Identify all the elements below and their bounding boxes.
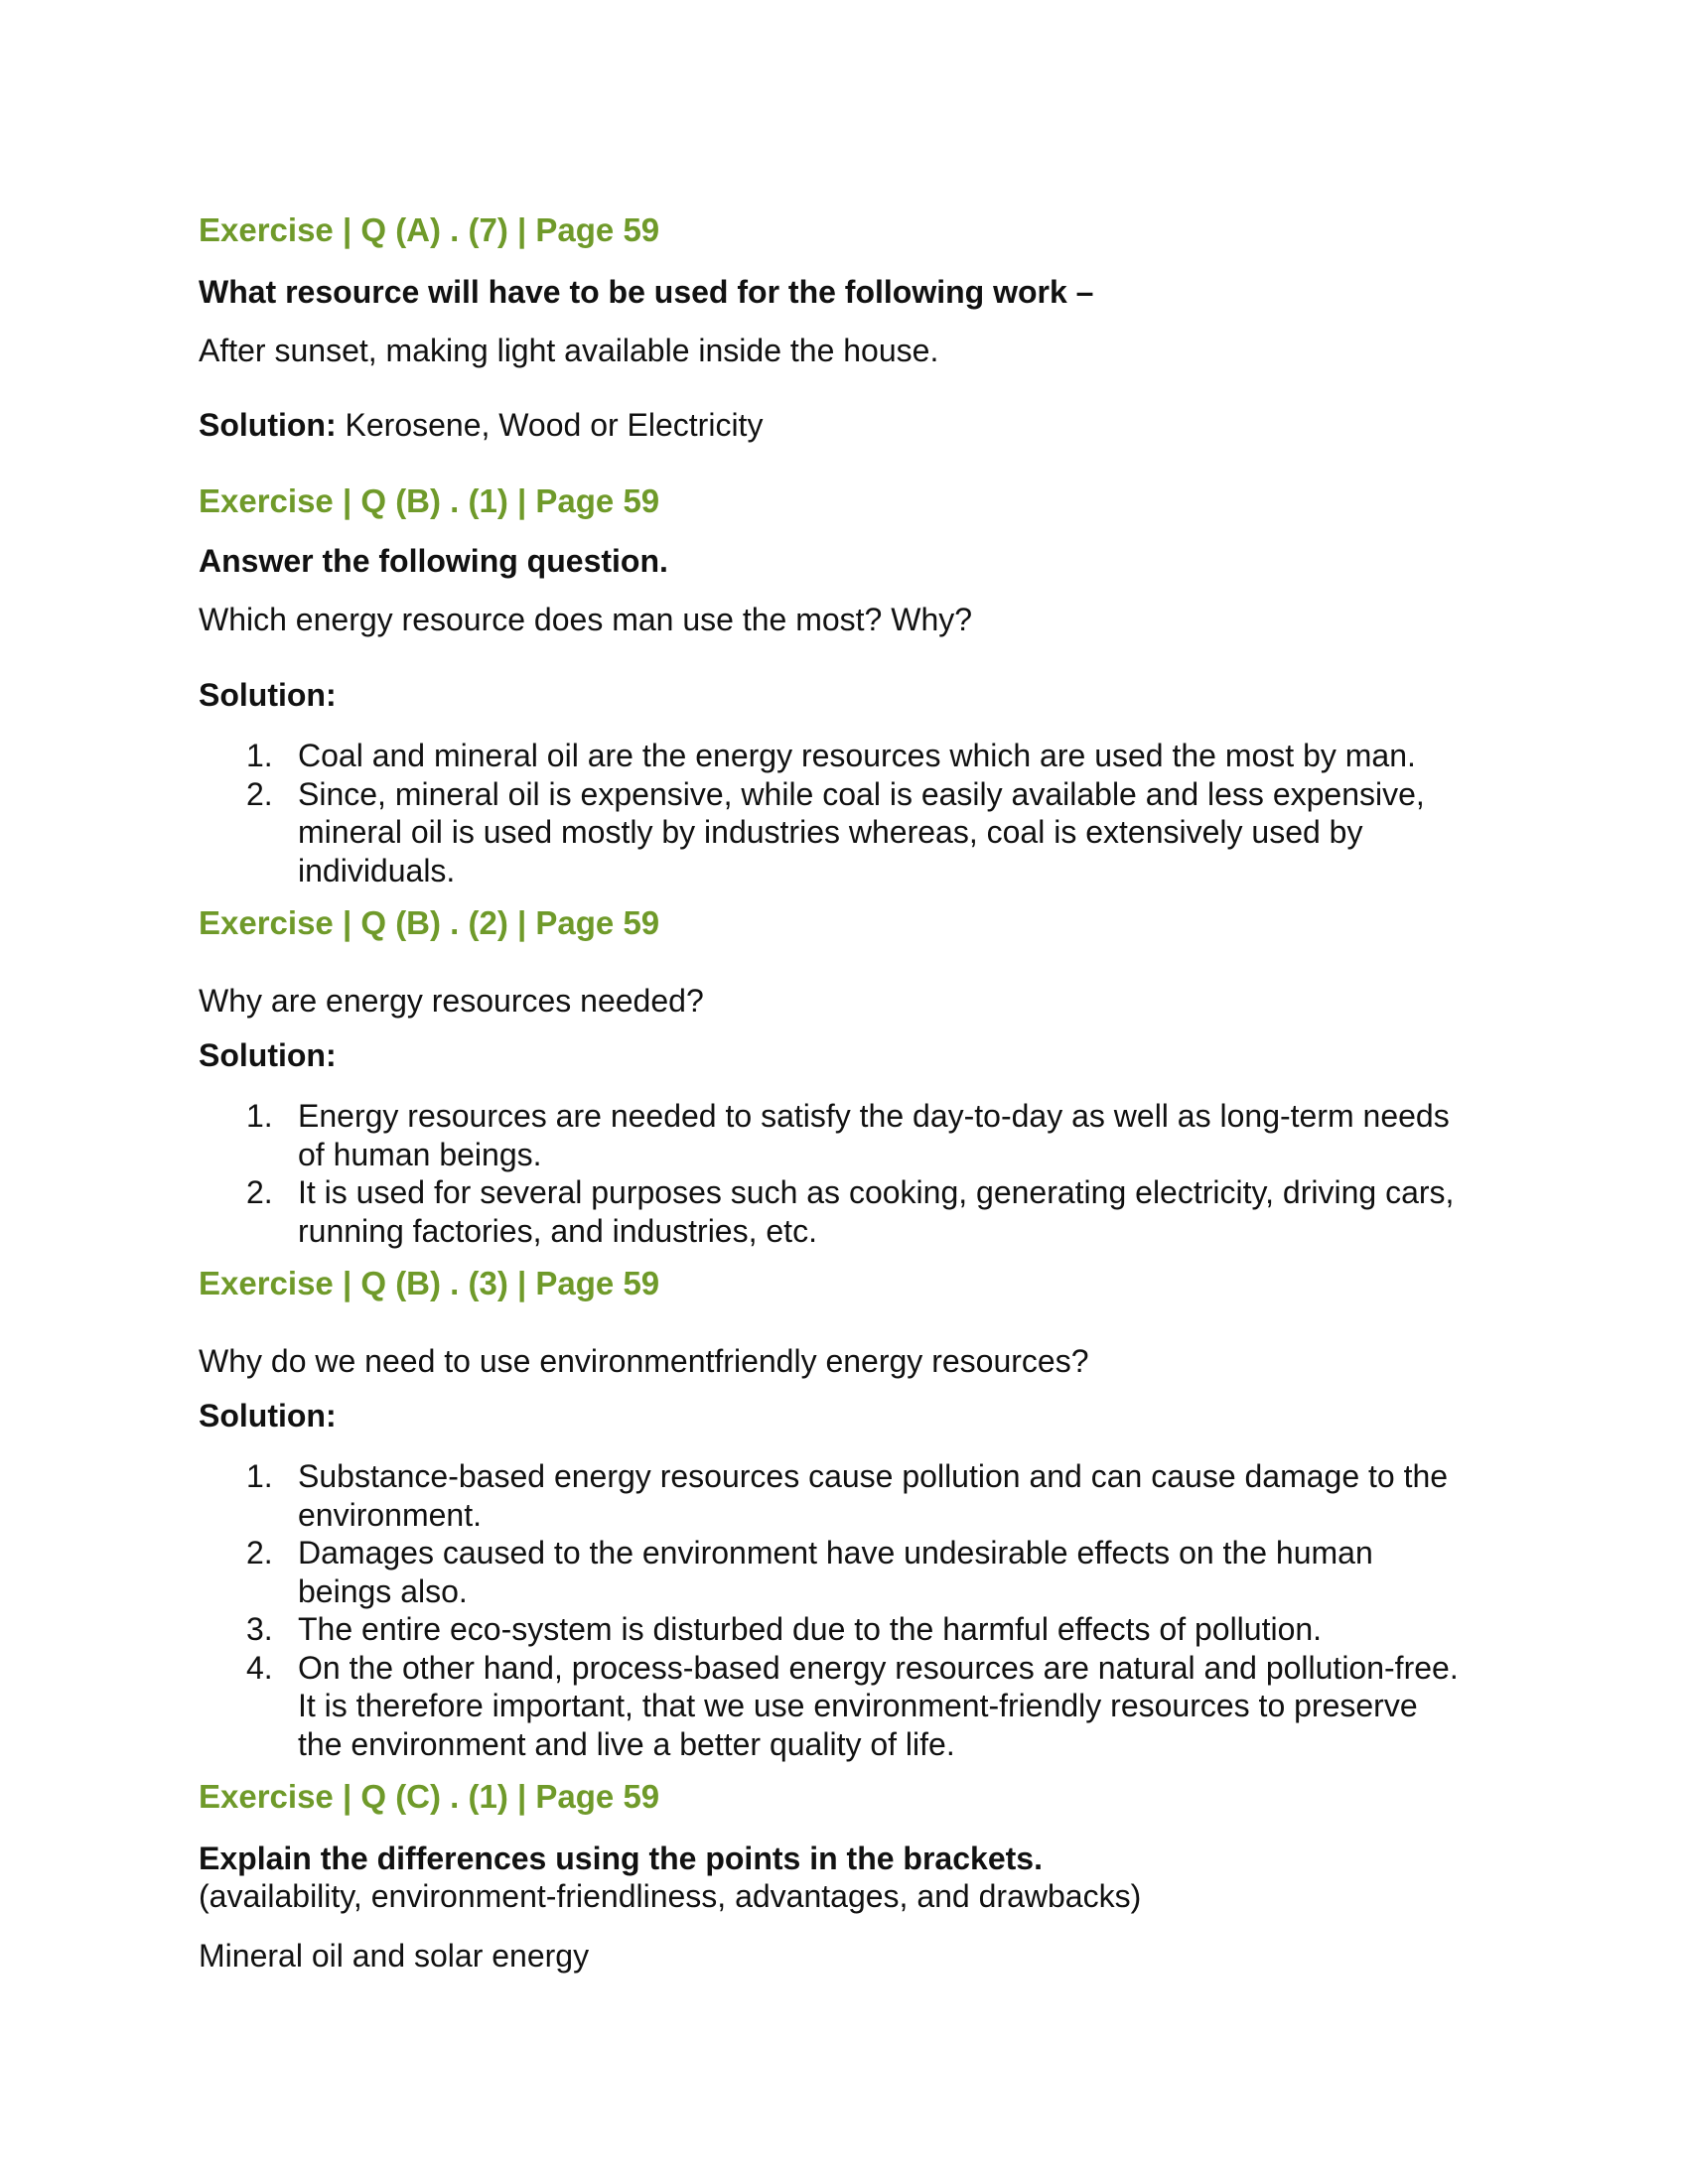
list-text: The entire eco-system is disturbed due to the harmful effects of pollution. (298, 1611, 1323, 1647)
list-item (199, 1649, 1470, 1764)
list-text: Energy resources are needed to satisfy the day-to-day as well as long-term needs of human beings. (298, 1098, 1450, 1172)
exercise-heading: Exercise | Q (B) . (3) | Page 59 (199, 1265, 660, 1301)
solution-list (199, 1457, 1489, 1763)
list-text: It is used for several purposes such as cooking, generating electricity, driving cars, running factories, and industries, etc. (298, 1174, 1455, 1249)
solution-list (199, 1097, 1489, 1250)
list-number: 1. (246, 738, 273, 773)
solution-label: Solution: (199, 677, 337, 713)
solution-label: Solution: (199, 1037, 337, 1073)
list-item (199, 1457, 1470, 1534)
exercise-heading: Exercise | Q (A) . (7) | Page 59 (199, 211, 660, 248)
question-text: Why do we need to use environmentfriendly energy resources? (199, 1343, 1089, 1379)
list-text: Since, mineral oil is expensive, while coal is easily available and less expensive, mineral oil is used mostly by industries whereas, coal is extensively used by individuals. (298, 775, 1425, 888)
list-text: Damages caused to the environment have undesirable effects on the human beings also. (298, 1535, 1373, 1609)
list-number: 2. (246, 775, 273, 812)
list-number: 1. (246, 1458, 273, 1494)
list-item (199, 1173, 1470, 1250)
list-number: 1. (246, 1098, 273, 1134)
solution-text: Kerosene, Wood or Electricity (336, 407, 764, 443)
question-prompt: Explain the differences using the points in the brackets. (199, 1841, 1043, 1876)
exercise-heading: Exercise | Q (B) . (2) | Page 59 (199, 904, 660, 941)
solution-label: Solution: (199, 1398, 337, 1433)
question-text: Why are energy resources needed? (199, 983, 704, 1019)
question-text: After sunset, making light available inside the house. (199, 333, 939, 368)
solution-label: Solution: (199, 407, 337, 443)
list-number: 2. (246, 1535, 273, 1570)
list-text: Coal and mineral oil are the energy resources which are used the most by man. (298, 738, 1416, 773)
list-number: 3. (246, 1611, 273, 1647)
question-prompt: Answer the following question. (199, 543, 668, 579)
question-text: Mineral oil and solar energy (199, 1938, 590, 1974)
list-text: On the other hand, process-based energy resources are natural and pollution-free. It is therefore important, that we use environment-friendly resources to preserve the environment and live a better quality of life. (298, 1649, 1459, 1762)
question-points: (availability, environment-friendliness, advantages, and drawbacks) (199, 1878, 1142, 1914)
solution-line (199, 405, 763, 445)
solution-list (199, 737, 1489, 889)
list-item (199, 1610, 1470, 1649)
document-page (199, 0, 1489, 2184)
list-item (199, 737, 1470, 775)
list-item (199, 1097, 1470, 1173)
list-item (199, 775, 1470, 890)
list-text: Substance-based energy resources cause pollution and can cause damage to the environment. (298, 1458, 1449, 1533)
list-number: 2. (246, 1174, 273, 1210)
exercise-heading: Exercise | Q (B) . (1) | Page 59 (199, 482, 660, 519)
question-prompt: What resource will have to be used for the following work – (199, 274, 1094, 310)
list-item (199, 1534, 1470, 1610)
exercise-heading: Exercise | Q (C) . (1) | Page 59 (199, 1778, 660, 1815)
question-text: Which energy resource does man use the most? Why? (199, 602, 973, 637)
list-number: 4. (246, 1649, 273, 1686)
